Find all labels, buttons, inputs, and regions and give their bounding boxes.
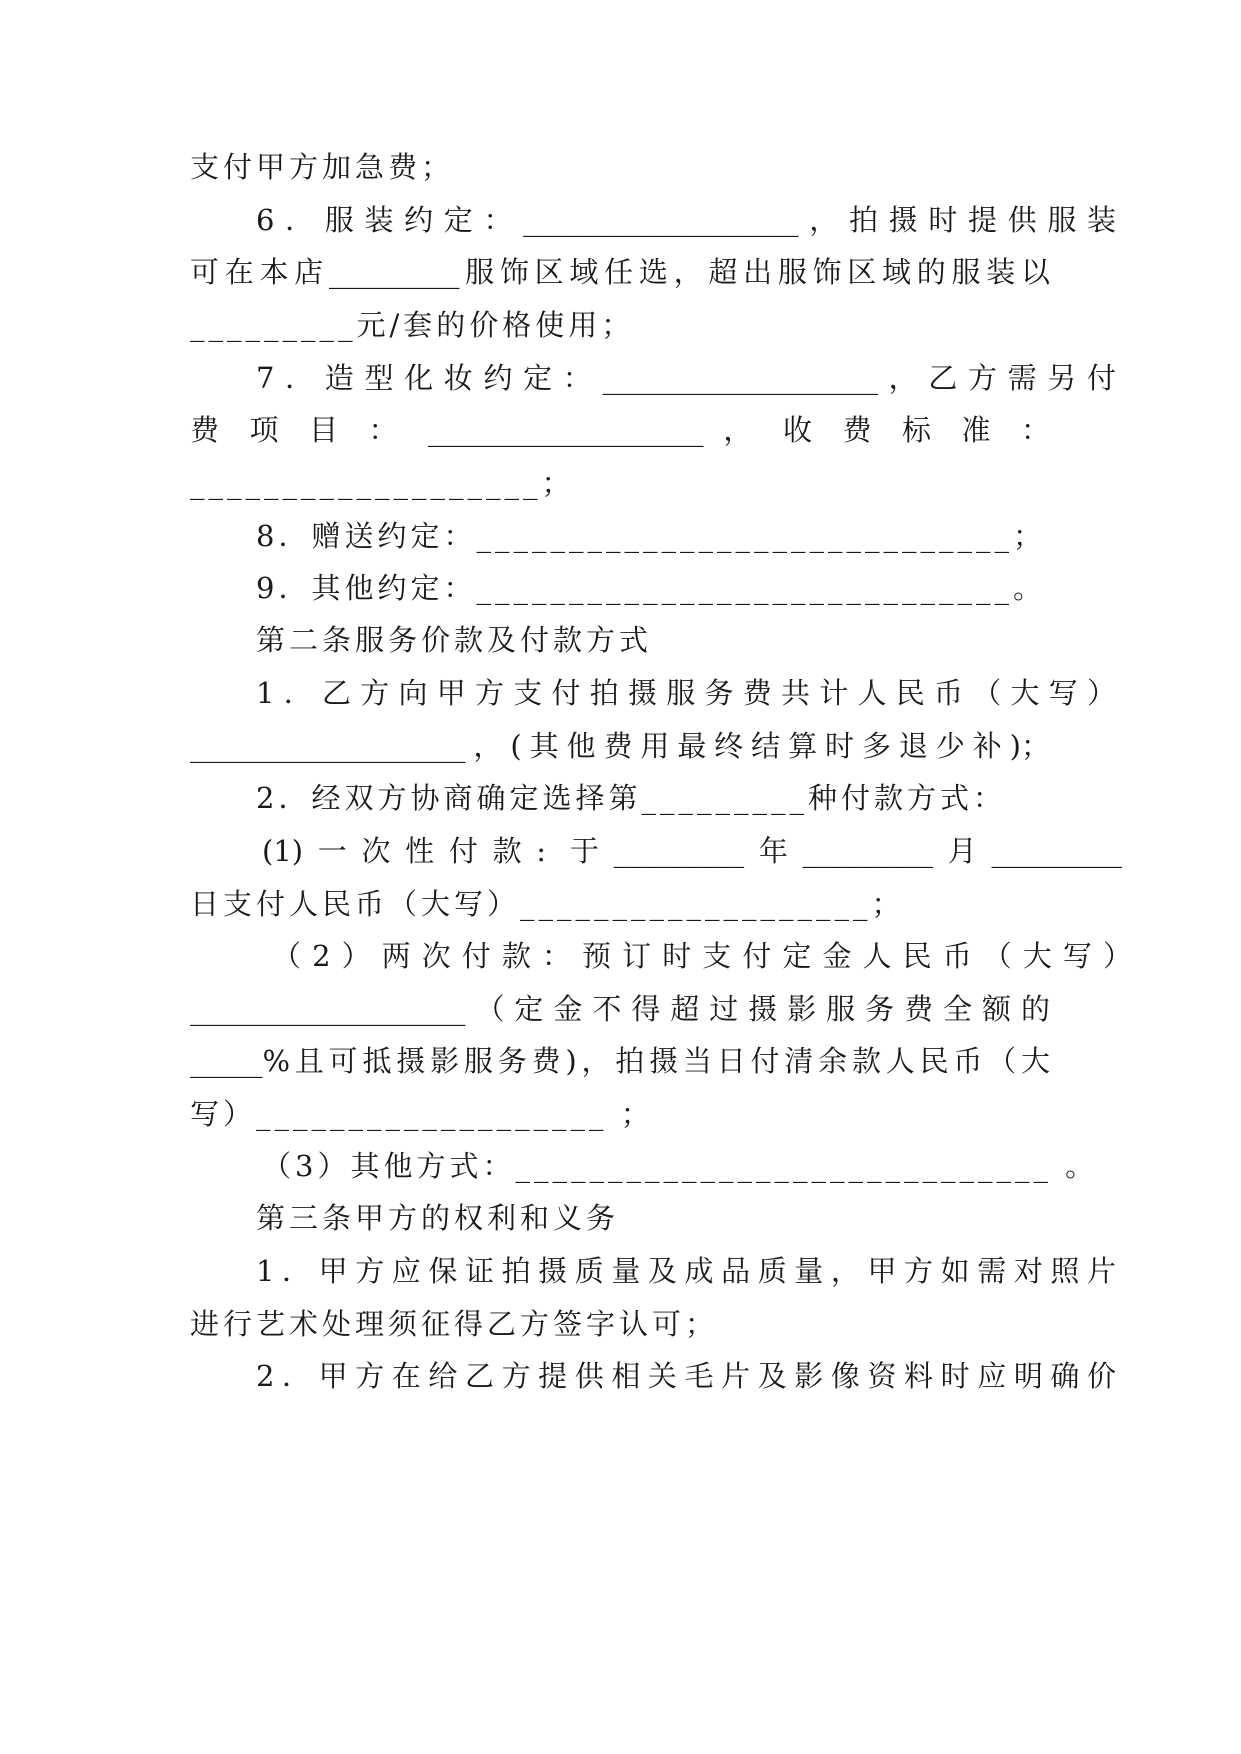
clause-8-gift: 8．赠送约定：_____________________________； — [256, 519, 1046, 553]
payment-clause-1: 1．乙方向甲方支付拍摄服务费共计人民币（大写） — [256, 676, 1116, 710]
clause-9-other: 9．其他约定：_____________________________。 — [256, 571, 1046, 605]
text-line: 写）___________________ ； — [190, 1097, 654, 1131]
text-line: ___________________（定金不得超过摄影服务费全额的 — [190, 992, 1050, 1026]
text-line: 可在本店_________服饰区域任选，超出服饰区域的服装以 — [190, 255, 1050, 289]
party-a-clause-1: 1．甲方应保证拍摄质量及成品质量，甲方如需对照片 — [256, 1254, 1116, 1288]
text-line: 支付甲方加急费； — [190, 150, 455, 184]
section-heading-2: 第二条服务价款及付款方式 — [256, 623, 653, 657]
section-heading-3: 第三条甲方的权利和义务 — [256, 1201, 620, 1235]
payment-clause-2: 2．经双方协商确定选择第_________种付款方式： — [256, 781, 1006, 815]
text-line: _____%且可抵摄影服务费)，拍摄当日付清余款人民币（大 — [190, 1044, 1050, 1078]
clause-7-makeup: 7．造型化妆约定：___________________，乙方需另付 — [256, 361, 1116, 395]
text-line: _________元/套的价格使用； — [190, 308, 635, 342]
party-a-clause-2: 2．甲方在给乙方提供相关毛片及影像资料时应明确价 — [256, 1359, 1116, 1393]
clause-6-clothing: 6．服装约定：___________________，拍摄时提供服装 — [256, 203, 1116, 237]
text-line: 进行艺术处理须征得乙方签字认可； — [190, 1307, 719, 1341]
payment-option-3: （3）其他方式：_____________________________ 。 — [262, 1149, 1099, 1183]
text-line: 日支付人民币（大写）___________________； — [190, 887, 905, 921]
payment-option-2: （2）两次付款：预订时支付定金人民币（大写） — [272, 939, 1132, 973]
payment-option-1: (1)一次性付款: 于_________年_________月_________ — [262, 834, 1122, 868]
text-line: ___________________； — [190, 466, 575, 500]
text-line: 费 项 目 ： ___________________ ， 收 费 标 准 ： — [190, 413, 1050, 447]
text-line: ___________________，(其他费用最终结算时多退少补)； — [190, 729, 1050, 763]
